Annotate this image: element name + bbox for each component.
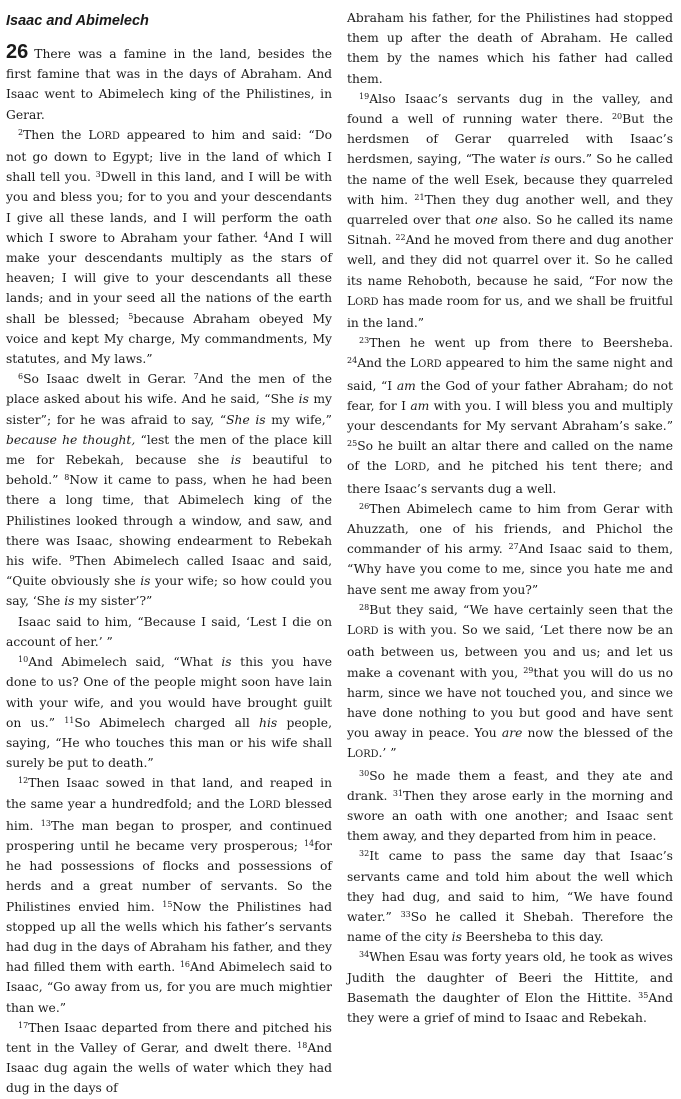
verse-paragraph: [6, 41, 332, 125]
left-column: [6, 8, 332, 1099]
section-heading: Isaac and Abimelech: [6, 13, 149, 29]
chapter-number: 26: [6, 41, 29, 63]
verse-paragraph: $^{17}$Then Isaac departed from there and pitched his tent in the Valley of Gerar, and dwelt there. $^{18}$And Isaac dug again the wells of water which they had dug in the days of: [6, 1020, 332, 1096]
verse-paragraph: Abraham his father, for the Philistines had stopped them up after the death of Abraham. He called them by the names which his father had called them.: [347, 11, 673, 86]
verse-paragraph: $^{28}$But they said, “We have certainly seen that the LORD is with you. So we said, ‘Let there now be an oath between us, between you and us; and let us make a covenant with you, $^{29}$that you will do us no harm, since we have not touched you, and since we have done nothing to you but good and have sent you away in peace. You are now the blessed of the LORD.’ ”: [347, 602, 673, 761]
verse-paragraph: $^{19}$Also Isaac’s servants dug in the valley, and found a well of running water there. $^{20}$But the herdsmen of Gerar quarreled with Isaac’s herdsmen, saying, “The water is ours.” So he called the name of the well Esek, because they quarreled with him. $^{21}$Then they dug another well, and they quarreled over that one also. So he called its name Sitnah. $^{22}$And he moved from there and dug another well, and they did not quarrel over it. So he called its name Rehoboth, because he said, “For now the LORD has made room for us, and we shall be fruitful in the land.”: [347, 91, 674, 331]
verse-paragraph: Isaac said to him, “Because I said, ‘Lest I die on account of her.’ ”: [6, 614, 332, 649]
verse-paragraph: $^{12}$Then Isaac sowed in that land, and reaped in the same year a hundredfold; and the LORD blessed him. $^{13}$The man began to prosper, and continued prospering until he became very prosperous; $^{14}$for he had possessions of flocks and possessions of herds and a great number of servants. So the Philistines envied him. $^{15}$Now the Philistines had stopped up all the wells which his father’s servants had dug in the days of Abraham his father, and they had filled them with earth. $^{16}$And Abimelech said to Isaac, “Go away from us, for you are much mightier than we.”: [6, 776, 332, 1015]
right-column: [347, 8, 673, 1028]
verse-paragraph: $^{23}$Then he went up from there to Beersheba. $^{24}$And the LORD appeared to him the same night and said, “I am the God of your father Abraham; do not fear, for I am with you. I will bless you and multiply your descendants for My servant Abraham’s sake.” $^{25}$So he built an altar there and called on the name of the LORD, and he pitched his tent there; and there Isaac’s servants dug a well.: [347, 336, 674, 496]
verse-text: There was a famine in the land, besides the first famine that was in the days of Abraham. And Isaac went to Abimelech king of the Philistines, in Gerar.: [6, 47, 332, 122]
verse-paragraph: $^{34}$When Esau was forty years old, he took as wives Judith the daughter of Beeri the Hittite, and Basemath the daughter of Elon the Hittite. $^{35}$And they were a grief of mind to Isaac and Rebekah.: [347, 950, 673, 1025]
verse-paragraph: $^6$So Isaac dwelt in Gerar. $^7$And the men of the place asked about his wife. And he said, “She is my sister”; for he was afraid to say, “She is my wife,” because he thought, “lest the men of the place kill me for Rebekah, because she is beautiful to behold.” $^8$Now it came to pass, when he had been there a long time, that Abimelech king of the Philistines looked through a window, and saw, and there was Isaac, showing endearment to Rebekah his wife. $^9$Then Abimelech called Isaac and said, “Quite obviously she is your wife; so how could you say, ‘She is my sister’?”: [6, 372, 333, 609]
verse-paragraph: $^{30}$So he made them a feast, and they ate and drank. $^{31}$Then they arose early in the morning and swore an oath with one another; and Isaac sent them away, and they departed from him in peace.: [347, 768, 673, 844]
verse-paragraph: $^{10}$And Abimelech said, “What is this you have done to us? One of the people might soon have lain with your wife, and you would have brought guilt on us.” $^{11}$So Abimelech charged all his people, saying, “He who touches this man or his wife shall surely be put to death.”: [6, 655, 333, 771]
verse-paragraph: $^{32}$It came to pass the same day that Isaac’s servants came and told him about the well which they had dug, and said to him, “We have found water.” $^{33}$So he called it Shebah. Therefore the name of the city is Beersheba to this day.: [347, 849, 673, 945]
verse-paragraph: $^{26}$Then Abimelech came to him from Gerar with Ahuzzath, one of his friends, and Phichol the commander of his army. $^{27}$And Isaac said to them, “Why have you come to me, since you hate me and have sent me away from you?”: [347, 501, 673, 597]
verse-paragraph: $^2$Then the LORD appeared to him and said: “Do not go down to Egypt; live in the land of which I shall tell you. $^3$Dwell in this land, and I will be with you and bless you; for to you and your descendants I give all these lands, and I will perform the oath which I swore to Abraham your father. $^4$And I will make your descendants multiply as the stars of heaven; I will give to your descendants all these lands; and in your seed all the nations of the earth shall be blessed; $^5$because Abraham obeyed My voice and kept My charge, My commandments, My statutes, and My laws.”: [6, 127, 333, 367]
